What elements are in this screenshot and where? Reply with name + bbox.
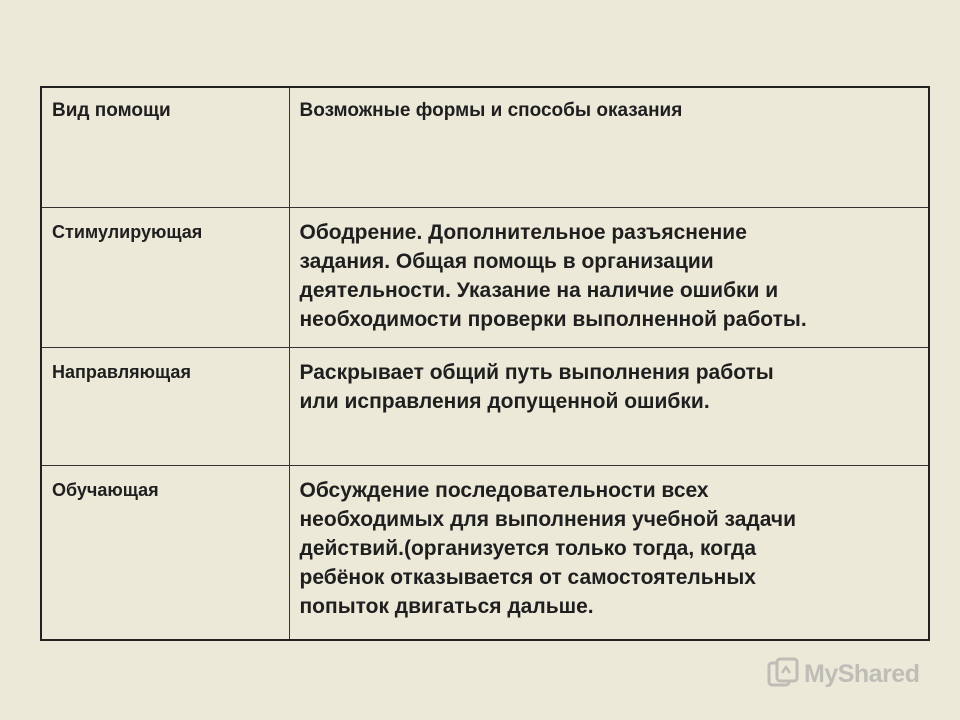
watermark-text: MyShared [804,659,920,688]
myshared-logo-icon [766,657,800,691]
row-forms-cell [289,347,929,465]
row-forms-cell [289,465,929,640]
row-forms-text: Обсуждение последовательности всех необходимых для выполнения учебной задачи действий.(организуется только тогда, когда ребёнок отказывается от самостоятельных попыток двигаться дальше. [299,478,796,618]
table-header-row [41,87,929,207]
row-forms-cell [289,207,929,347]
row-forms-text: Ободрение. Дополнительное разъяснение задания. Общая помощь в организации деятельности. Указание на наличие ошибки и необходимости проверки выполненной работы. [299,220,807,331]
table-row [41,207,929,347]
row-kind-cell: Направляющая [41,347,289,465]
row-kind-cell: Обучающая [41,465,289,640]
table-row [41,465,929,640]
myshared-watermark [766,654,926,694]
header-cell-kind: Вид помощи [41,87,289,207]
table-row [41,347,929,465]
row-kind-cell: Стимулирующая [41,207,289,347]
header-cell-forms: Возможные формы и способы оказания [289,87,929,207]
help-types-table [40,86,930,641]
row-forms-text: Раскрывает общий путь выполнения работы или исправления допущенной ошибки. [299,360,774,413]
